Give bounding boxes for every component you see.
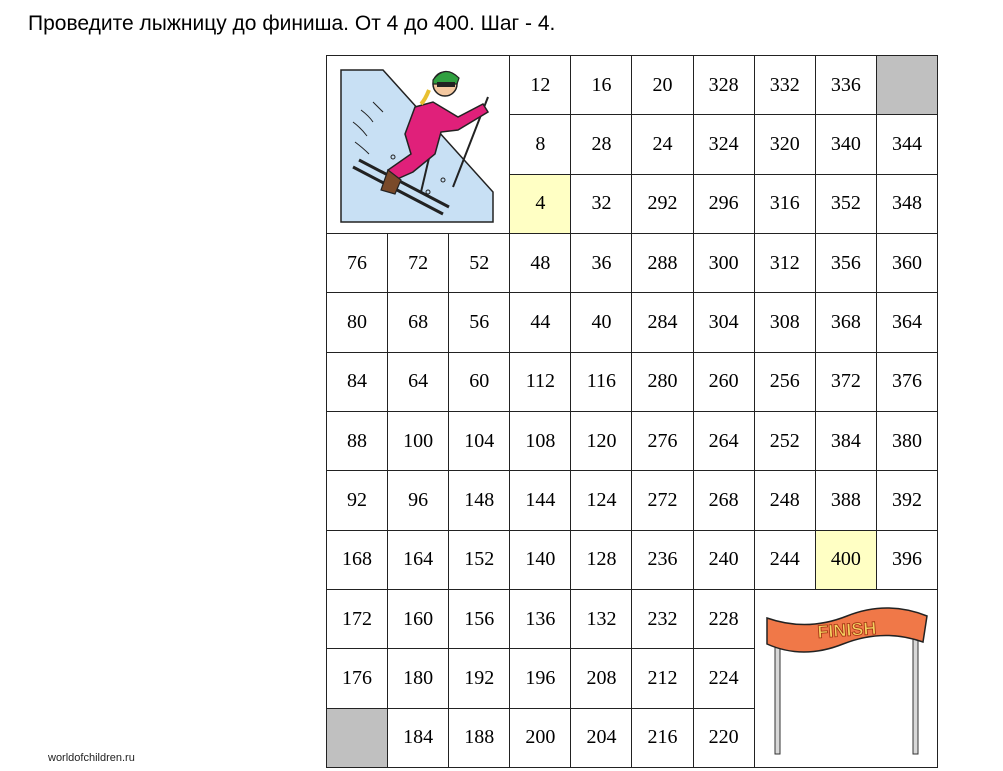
maze-cell[interactable]: 264 [694,412,754,470]
maze-cell[interactable]: 228 [694,590,754,648]
maze-cell[interactable]: 120 [571,412,631,470]
maze-cell[interactable]: 196 [510,649,570,707]
maze-cell[interactable]: 300 [694,234,754,292]
maze-cell[interactable]: 268 [694,471,754,529]
maze-cell[interactable]: 280 [632,353,692,411]
maze-cell[interactable]: 292 [632,175,692,233]
maze-cell[interactable]: 60 [449,353,509,411]
maze-cell[interactable]: 164 [388,531,448,589]
maze-cell[interactable]: 52 [449,234,509,292]
maze-cell[interactable]: 24 [632,115,692,173]
maze-cell[interactable]: 360 [877,234,937,292]
skier-icon [333,62,503,227]
maze-cell[interactable]: 340 [816,115,876,173]
maze-cell[interactable]: 372 [816,353,876,411]
maze-cell[interactable]: 116 [571,353,631,411]
finish-banner-text: FINISH [816,617,877,643]
maze-cell[interactable]: 144 [510,471,570,529]
maze-cell[interactable]: 12 [510,56,570,114]
maze-cell[interactable]: 376 [877,353,937,411]
maze-cell[interactable]: 104 [449,412,509,470]
maze-cell[interactable]: 224 [694,649,754,707]
blocked-cell[interactable] [877,56,937,114]
maze-cell[interactable]: 172 [327,590,387,648]
skier-illustration [327,56,509,233]
maze-cell[interactable]: 384 [816,412,876,470]
maze-cell[interactable]: 232 [632,590,692,648]
maze-cell[interactable]: 364 [877,293,937,351]
maze-cell[interactable]: 312 [755,234,815,292]
maze-cell[interactable]: 72 [388,234,448,292]
maze-cell[interactable]: 92 [327,471,387,529]
maze-cell[interactable]: 160 [388,590,448,648]
maze-cell[interactable]: 252 [755,412,815,470]
maze-cell[interactable]: 28 [571,115,631,173]
maze-cell[interactable]: 276 [632,412,692,470]
maze-cell[interactable]: 68 [388,293,448,351]
site-watermark: worldofchildren.ru [48,752,135,764]
maze-cell[interactable]: 56 [449,293,509,351]
maze-cell[interactable]: 108 [510,412,570,470]
maze-cell[interactable]: 100 [388,412,448,470]
maze-cell[interactable]: 80 [327,293,387,351]
maze-cell[interactable]: 96 [388,471,448,529]
maze-cell[interactable]: 396 [877,531,937,589]
maze-cell[interactable]: 208 [571,649,631,707]
maze-cell[interactable]: 168 [327,531,387,589]
maze-cell[interactable]: 112 [510,353,570,411]
blocked-cell[interactable] [327,709,387,767]
maze-cell[interactable]: 288 [632,234,692,292]
maze-cell[interactable]: 192 [449,649,509,707]
maze-cell[interactable]: 348 [877,175,937,233]
maze-cell[interactable]: 328 [694,56,754,114]
maze-cell[interactable]: 324 [694,115,754,173]
page-title: Проведите лыжницу до финиша. От 4 до 400. Шаг - 4. [28,12,556,35]
maze-cell[interactable]: 136 [510,590,570,648]
start-cell[interactable]: 4 [510,175,570,233]
maze-cell[interactable]: 88 [327,412,387,470]
maze-cell[interactable]: 304 [694,293,754,351]
maze-cell[interactable]: 40 [571,293,631,351]
maze-cell[interactable]: 332 [755,56,815,114]
maze-cell[interactable]: 152 [449,531,509,589]
maze-cell[interactable]: 64 [388,353,448,411]
maze-cell[interactable]: 352 [816,175,876,233]
maze-cell[interactable]: 256 [755,353,815,411]
maze-cell[interactable]: 84 [327,353,387,411]
finish-gate-illustration [755,590,937,767]
maze-cell[interactable]: 236 [632,531,692,589]
maze-cell[interactable]: 368 [816,293,876,351]
maze-cell[interactable]: 308 [755,293,815,351]
maze-cell[interactable]: 76 [327,234,387,292]
maze-cell[interactable]: 248 [755,471,815,529]
maze-cell[interactable]: 212 [632,649,692,707]
maze-cell[interactable]: 388 [816,471,876,529]
maze-cell[interactable]: 296 [694,175,754,233]
maze-cell[interactable]: 124 [571,471,631,529]
finish-cell[interactable]: 400 [816,531,876,589]
maze-cell[interactable]: 260 [694,353,754,411]
maze-cell[interactable]: 184 [388,709,448,767]
maze-cell[interactable]: 344 [877,115,937,173]
maze-cell[interactable]: 44 [510,293,570,351]
number-maze-grid [326,55,938,768]
maze-cell[interactable]: 216 [632,709,692,767]
maze-cell[interactable]: 20 [632,56,692,114]
maze-cell[interactable]: 156 [449,590,509,648]
maze-cell[interactable]: 240 [694,531,754,589]
maze-cell[interactable]: 128 [571,531,631,589]
maze-cell[interactable]: 316 [755,175,815,233]
maze-cell[interactable]: 336 [816,56,876,114]
maze-cell[interactable]: 8 [510,115,570,173]
maze-cell[interactable]: 176 [327,649,387,707]
maze-cell[interactable]: 244 [755,531,815,589]
maze-cell[interactable]: 200 [510,709,570,767]
maze-cell[interactable]: 48 [510,234,570,292]
maze-cell[interactable]: 148 [449,471,509,529]
maze-cell[interactable]: 272 [632,471,692,529]
maze-cell[interactable]: 32 [571,175,631,233]
maze-cell[interactable]: 36 [571,234,631,292]
maze-cell[interactable]: 320 [755,115,815,173]
maze-cell[interactable]: 392 [877,471,937,529]
maze-cell[interactable]: 188 [449,709,509,767]
maze-cell[interactable]: 380 [877,412,937,470]
maze-cell[interactable]: 16 [571,56,631,114]
maze-cell[interactable]: 140 [510,531,570,589]
finish-banner-icon [761,596,931,761]
maze-cell[interactable]: 132 [571,590,631,648]
maze-cell[interactable]: 180 [388,649,448,707]
maze-cell[interactable]: 284 [632,293,692,351]
maze-cell[interactable]: 220 [694,709,754,767]
maze-cell[interactable]: 204 [571,709,631,767]
maze-cell[interactable]: 356 [816,234,876,292]
